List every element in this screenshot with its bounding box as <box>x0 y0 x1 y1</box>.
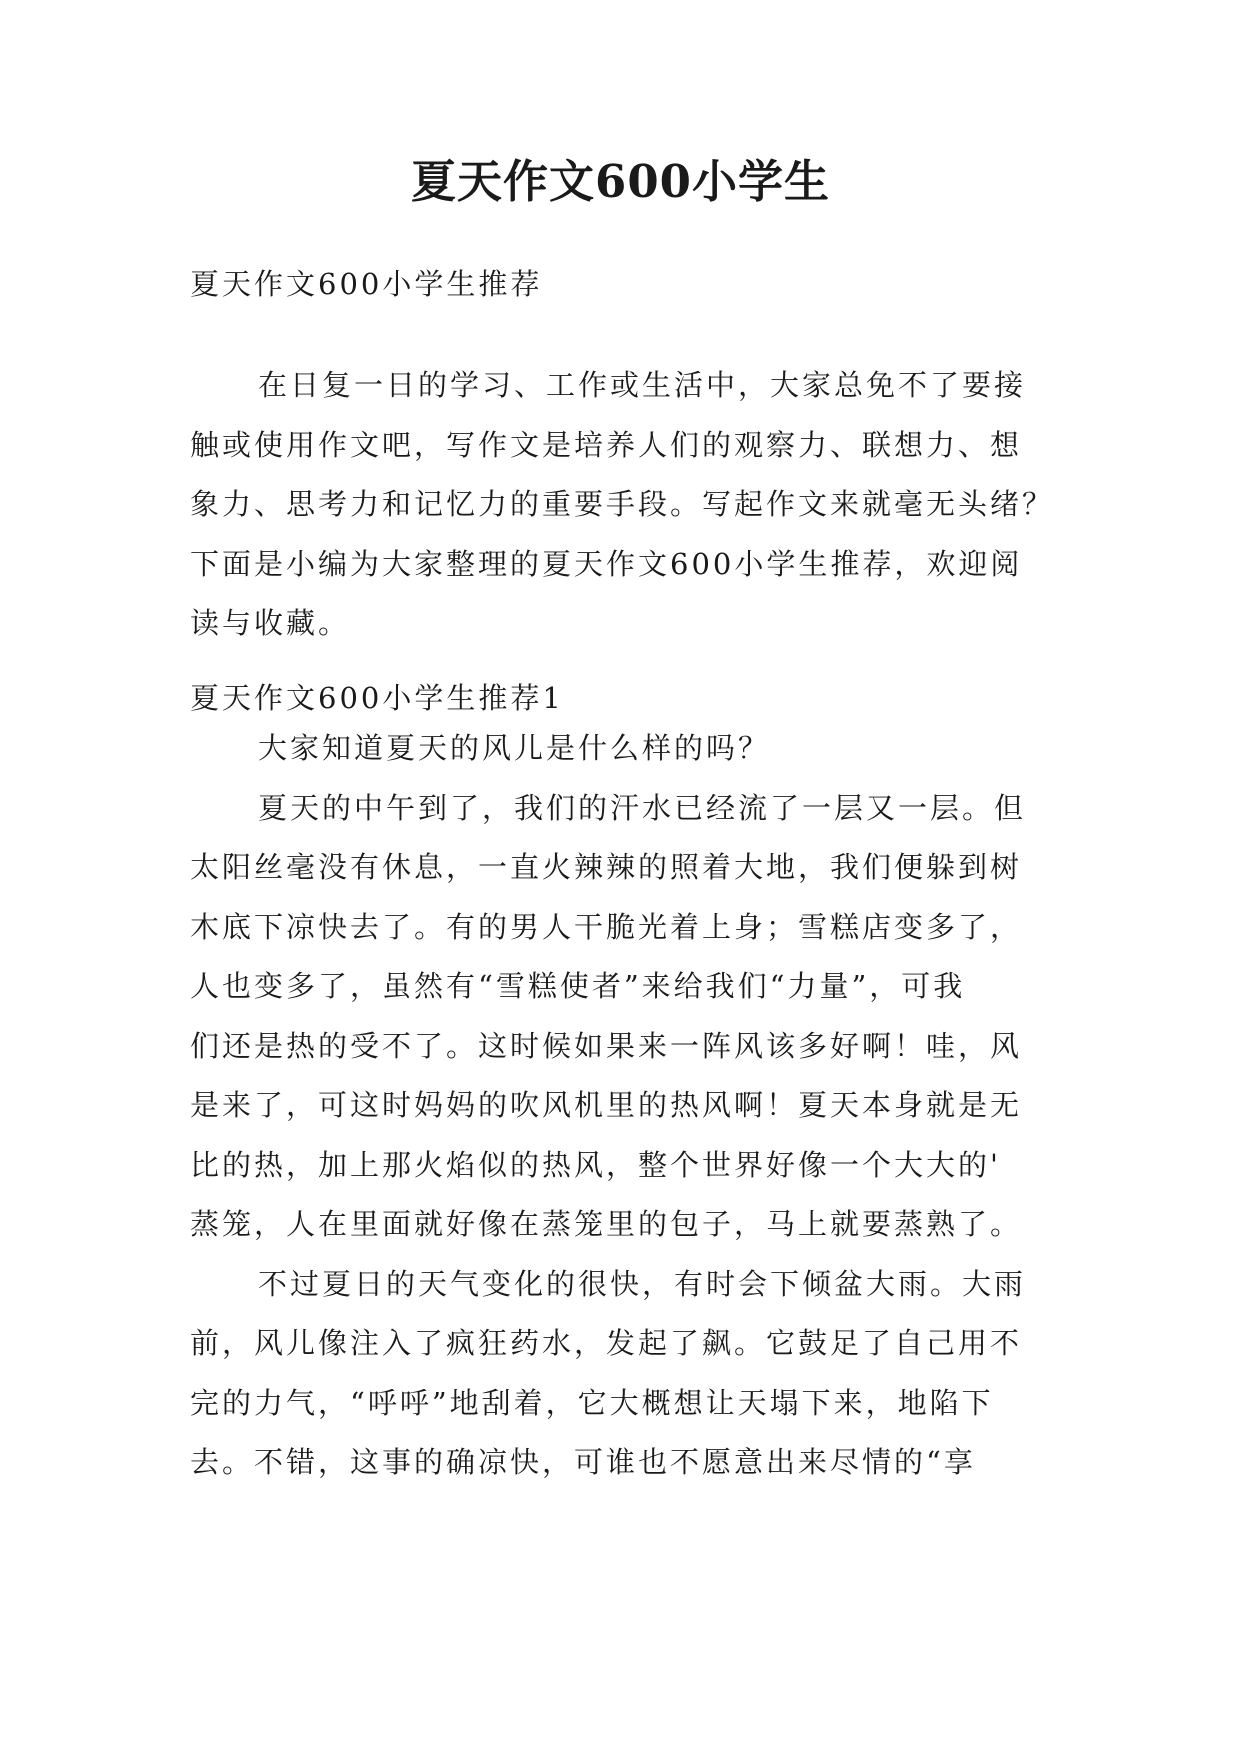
intro-paragraph <box>190 356 1070 654</box>
intro-line: 在日复一日的学习、工作或生活中，大家总免不了要接 <box>258 368 1027 402</box>
document-subtitle: 夏天作文600小学生推荐 <box>190 267 543 301</box>
paragraph-1-line: 木底下凉快去了。有的男人干脆光着上身；雪糕店变多了， <box>190 909 1023 944</box>
paragraph-1-line: 蒸笼，人在里面就好像在蒸笼里的包子，马上就要蒸熟了。 <box>190 1207 1023 1241</box>
intro-line: 触或使用作文吧，写作文是培养人们的观察力、联想力、想 <box>190 427 1023 462</box>
section-heading: 夏天作文600小学生推荐1 <box>190 681 564 715</box>
paragraph-2-line: 去。不错，这事的确凉快，可谁也不愿意出来尽情的“享 <box>190 1445 976 1479</box>
paragraph-1-line: 夏天的中午到了，我们的汗水已经流了一层又一层。但 <box>258 790 1027 825</box>
essay-body <box>190 719 1070 1493</box>
paragraph-1-line: 是来了，可这时妈妈的吹风机里的热风啊！夏天本身就是无 <box>190 1088 1023 1122</box>
paragraph-2-line: 前，风儿像注入了疯狂药水，发起了飙。它鼓足了自己用不 <box>190 1326 1023 1360</box>
paragraph-1-line: 比的热，加上那火焰似的热风，整个世界好像一个大大的' <box>190 1147 1001 1182</box>
intro-line: 下面是小编为大家整理的夏天作文600小学生推荐，欢迎阅 <box>190 546 1023 581</box>
question-line: 大家知道夏天的风儿是什么样的吗？ <box>258 731 771 765</box>
intro-line: 读与收藏。 <box>190 606 351 640</box>
paragraph-1-line: 们还是热的受不了。这时候如果来一阵风该多好啊！哇，风 <box>190 1028 1023 1063</box>
intro-line: 象力、思考力和记忆力的重要手段。写起作文来就毫无头绪？ <box>190 487 1055 521</box>
paragraph-1-line: 太阳丝毫没有休息，一直火辣辣的照着大地，我们便躲到树 <box>190 850 1023 884</box>
paragraph-2-line: 不过夏日的天气变化的很快，有时会下倾盆大雨。大雨 <box>258 1266 1027 1301</box>
paragraph-2-line: 完的力气，“呼呼”地刮着，它大概想让天塌下来，地陷下 <box>190 1385 994 1420</box>
paragraph-1-line: 人也变多了，虽然有“雪糕使者”来给我们“力量”，可我 <box>190 969 966 1003</box>
document-title: 夏天作文600小学生 <box>411 155 830 208</box>
